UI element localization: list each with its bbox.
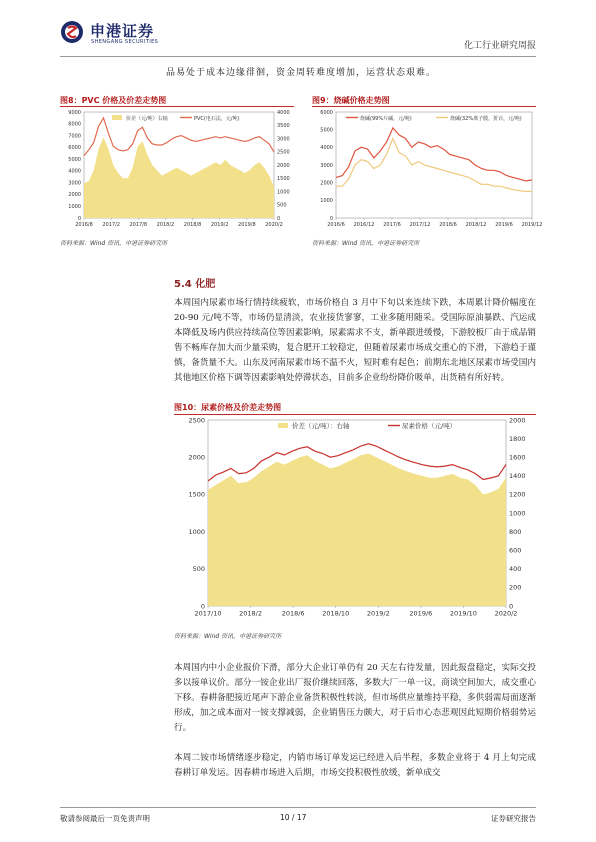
figure10-rule — [174, 414, 536, 415]
y-tick-label: 1000 — [188, 527, 205, 536]
y2-tick-label: 2500 — [277, 149, 290, 156]
x-tick-label: 2016/12 — [353, 222, 375, 228]
y-tick-label: 0 — [200, 602, 205, 611]
figure8-title: 图8：PVC 价格及价差走势图 — [60, 96, 167, 105]
brand-name-en: SHENGANG SECURITIES — [91, 39, 159, 45]
y-tick-label: 2000 — [320, 180, 333, 187]
y2-tick-label: 0 — [509, 602, 514, 611]
y-tick-label: 2000 — [68, 192, 81, 199]
chart-svg — [60, 108, 296, 232]
y2-tick-label: 3000 — [277, 136, 290, 143]
figure8-source: 资料来源：Wind 资讯，申港证券研究所 — [60, 240, 168, 247]
y-tick-label: 1000 — [68, 203, 81, 210]
legend-label: 价差（元/吨）右轴 — [126, 116, 168, 122]
x-tick-label: 2017/10 — [194, 609, 222, 618]
x-tick-label: 2018/8 — [183, 222, 202, 228]
y-tick-label: 6000 — [320, 109, 333, 116]
y-tick-label: 5000 — [320, 127, 333, 134]
x-tick-label: 2018/12 — [465, 222, 487, 228]
report-type: 化工行业研究周报 — [463, 41, 536, 51]
x-tick-label: 2019/10 — [449, 609, 477, 618]
y2-tick-label: 1600 — [509, 453, 526, 462]
y-tick-label: 2000 — [188, 453, 205, 462]
footer-disclaimer: 敬请参阅最后一页免责声明 — [60, 814, 150, 823]
legend-label: 价差（元/吨）：右轴 — [292, 422, 350, 430]
x-tick-label: 2019/8 — [238, 222, 256, 228]
y2-tick-label: 0 — [277, 215, 281, 222]
figure8-rule — [60, 106, 294, 107]
footer-divider — [60, 807, 536, 808]
x-tick-label: 2019/2 — [366, 609, 390, 618]
y-tick-label: 6000 — [68, 145, 81, 152]
header-divider — [60, 56, 536, 57]
figure10-source: 资料来源：Wind 资讯，申港证券研究所 — [174, 633, 282, 640]
y-tick-label: 5000 — [68, 156, 81, 163]
y-tick-label: 1000 — [320, 198, 333, 205]
y-tick-label: 4000 — [68, 168, 81, 175]
x-tick-label: 2018/2 — [156, 222, 175, 228]
legend-label: 烧碱(32%离子膜，折百，元/吨) — [450, 116, 522, 122]
x-tick-label: 2019/6 — [495, 222, 513, 228]
series-area-0 — [208, 454, 506, 607]
footer-label: 证券研究报告 — [491, 814, 536, 823]
intro-line: 品易处于成本边缘徘徊，资金周转难度增加，运营状态艰难。 — [166, 68, 437, 78]
y-tick-label: 9000 — [68, 109, 81, 116]
figure9-source: 资料来源：Wind 资讯，申港证券研究所 — [312, 240, 420, 247]
y2-tick-label: 500 — [277, 202, 287, 209]
y2-tick-label: 3500 — [277, 123, 290, 129]
y2-tick-label: 1400 — [509, 472, 526, 481]
y2-tick-label: 600 — [509, 546, 522, 555]
legend-swatch — [112, 115, 122, 120]
legend-label: 烧碱(99%片碱，元/吨) — [360, 116, 412, 122]
y2-tick-label: 1000 — [277, 189, 290, 196]
y-tick-label: 7000 — [68, 133, 81, 140]
paragraph-3: 本周二铵市场情绪逐步稳定，内销市场订单发运已经进入后半程，多数企业将于 4 月上旬完成春耕订单发运。因春耕市场进入后期，市场交投积极性放缓，新单成交 — [174, 753, 536, 778]
y-tick-label: 0 — [77, 215, 81, 222]
series-line-1 — [84, 118, 274, 156]
plot-frame — [336, 112, 532, 218]
figure10-title: 图10：尿素价格及价差走势图 — [174, 403, 282, 412]
y2-tick-label: 2000 — [509, 416, 526, 425]
y2-tick-label: 800 — [509, 527, 522, 536]
legend-label: 尿素价格（元/吨） — [402, 422, 457, 430]
y-tick-label: 2500 — [188, 416, 205, 425]
x-tick-label: 2019/6 — [409, 609, 433, 618]
chart-svg — [312, 108, 543, 232]
legend-label: PVC(电石法，元/吨) — [194, 116, 240, 122]
series-line-0 — [336, 128, 532, 181]
x-tick-label: 2020/2 — [494, 609, 518, 618]
x-tick-label: 2016/8 — [75, 222, 93, 228]
x-tick-label: 2020/2 — [265, 222, 283, 228]
y2-tick-label: 2000 — [277, 162, 290, 169]
chart-svg — [174, 416, 536, 624]
x-tick-label: 2018/6 — [281, 609, 305, 618]
x-tick-label: 2017/6 — [383, 222, 401, 228]
brand-logo-icon — [60, 20, 84, 44]
figure10-chart — [174, 416, 536, 624]
y-tick-label: 4000 — [320, 145, 333, 152]
legend-swatch — [278, 423, 288, 428]
x-tick-label: 2019/12 — [521, 222, 543, 228]
paragraph-2: 本周国内中小企业报价下滑，部分大企业订单仍有 20 天左右待发量，因此报盘稳定，实际交投多以接单议价。部分一铵企业出厂报价继续回落，多数大厂一单一议，商谈空间加大，成交重心下移。春耕备肥接近尾声下游企业备货积极性转淡，但市场供应量维持平稳，多供弱需局面逐渐形成，加之成本面对一铵支撑减弱，企业销售压力颇大，对于后市心态悲观因此短期价格弱势运行。 — [174, 663, 536, 733]
series-area-0 — [84, 137, 274, 218]
x-tick-label: 2018/2 — [239, 609, 263, 618]
x-tick-label: 2018/6 — [439, 222, 457, 228]
y2-tick-label: 1000 — [509, 509, 526, 518]
y2-tick-label: 1200 — [509, 490, 526, 499]
paragraph-1: 本周国内尿素市场行情持续疲软，市场价格自 3 月中下旬以来连续下跌，本周累计降价幅度在 20-90 元/吨不等，市场仍显清淡，农业接货寥寥，工业多随用随采。受国际原油暴跌、汽运成本降低及场内供应持续高位等因素影响，尿素需求不支，新单跟进缓慢，下游胶板厂由于成品销售不畅库存加大而少量采购，复合肥开工较稳定，但随着尿素市场成交重心的下滑，下游趋于谨慎，备货量不大。山东及河南尿素市场不温不火，短时难有起色；前期东北地区尿素市场受国内其他地区价格下调等因素影响处停滞状态，目前多企业纷纷降价吸单，出货稍有所好转。 — [174, 298, 536, 383]
y2-tick-label: 1500 — [277, 176, 290, 182]
brand-name: 申港证券 — [90, 22, 155, 40]
y-tick-label: 3000 — [320, 162, 333, 169]
y2-tick-label: 400 — [509, 565, 522, 574]
y2-tick-label: 4000 — [277, 109, 290, 116]
section-heading: 5.4 化肥 — [174, 279, 216, 290]
page-header — [60, 18, 536, 58]
page-number: 10 / 17 — [280, 813, 307, 822]
figure9-rule — [312, 106, 536, 107]
figure8-chart — [60, 108, 296, 232]
x-tick-label: 2017/12 — [409, 222, 431, 228]
y-tick-label: 1500 — [188, 490, 205, 499]
y-tick-label: 8000 — [68, 121, 81, 128]
y2-tick-label: 200 — [509, 583, 522, 592]
y-tick-label: 3000 — [68, 180, 81, 187]
x-tick-label: 2019/2 — [210, 222, 229, 228]
y-tick-label: 0 — [329, 215, 333, 222]
x-tick-label: 2018/10 — [322, 609, 350, 618]
figure9-title: 图9：烧碱价格走势图 — [312, 96, 390, 105]
figure9-chart — [312, 108, 543, 232]
x-tick-label: 2017/8 — [129, 222, 148, 228]
y2-tick-label: 1800 — [509, 434, 526, 443]
x-tick-label: 2016/6 — [327, 222, 345, 228]
y-tick-label: 500 — [192, 565, 205, 574]
x-tick-label: 2017/2 — [102, 222, 120, 228]
